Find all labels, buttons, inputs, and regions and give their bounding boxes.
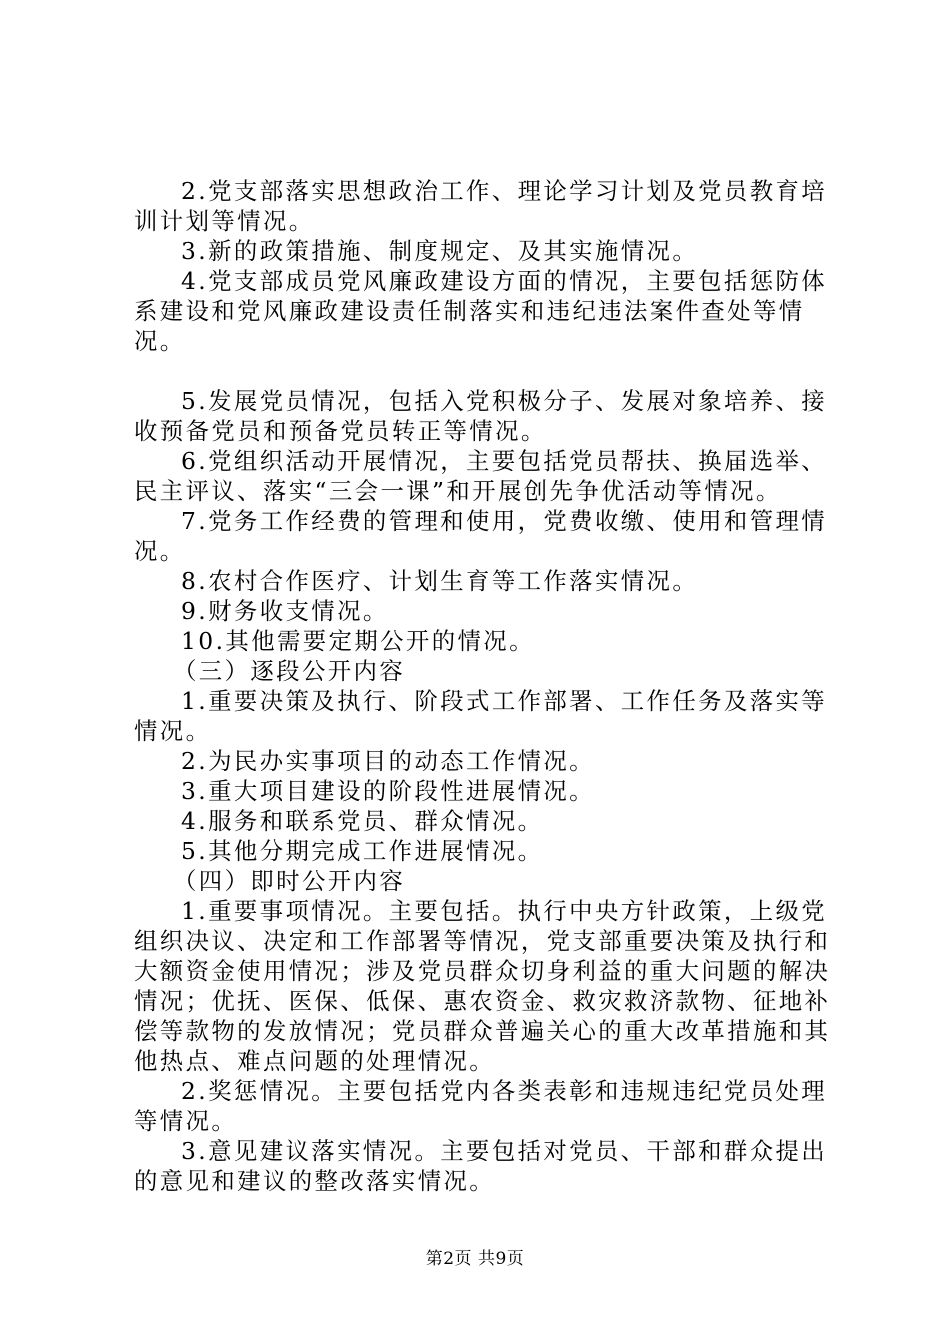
paragraph-staged-2: 2.为民办实事项目的动态工作情况。 <box>181 747 595 775</box>
paragraph-item-6: 6.党组织活动开展情况，主要包括党员帮扶、换届选举、民主评议、落实“三会一课”和开展创先争优活动等情况。 <box>134 447 828 505</box>
paragraph-item-7: 7.党务工作经费的管理和使用，党费收缴、使用和管理情况。 <box>134 507 828 565</box>
paragraph-instant-2: 2.奖惩情况。主要包括党内各类表彰和违规违纪党员处理等情况。 <box>134 1077 828 1135</box>
paragraph-item-9: 9.财务收支情况。 <box>181 597 389 625</box>
paragraph-item-4: 4.党支部成员党风廉政建设方面的情况，主要包括惩防体系建设和党风廉政建设责任制落实和违纪违法案件查处等情况。 <box>134 267 828 355</box>
paragraph-instant-1: 1.重要事项情况。主要包括。执行中央方针政策，上级党组织决议、决定和工作部署等情况，党支部重要决策及执行和大额资金使用情况；涉及党员群众切身利益的重大问题的解决情况；优抚、医保、低保、惠农资金、救灾救济款物、征地补偿等款物的发放情况；党员群众普遍关心的重大改革措施和其他热点、难点问题的处理情况。 <box>134 897 831 1075</box>
section-heading-3: （三）逐段公开内容 <box>173 657 406 685</box>
paragraph-item-3: 3.新的政策措施、制度规定、及其实施情况。 <box>181 237 699 265</box>
section-heading-4: （四）即时公开内容 <box>173 867 406 895</box>
paragraph-item-5: 5.发展党员情况，包括入党积极分子、发展对象培养、接收预备党员和预备党员转正等情况。 <box>134 387 828 445</box>
paragraph-item-2: 2.党支部落实思想政治工作、理论学习计划及党员教育培训计划等情况。 <box>134 177 828 235</box>
paragraph-staged-5: 5.其他分期完成工作进展情况。 <box>181 837 544 865</box>
paragraph-staged-4: 4.服务和联系党员、群众情况。 <box>181 807 544 835</box>
paragraph-staged-3: 3.重大项目建设的阶段性进展情况。 <box>181 777 595 805</box>
paragraph-staged-1: 1.重要决策及执行、阶段式工作部署、工作任务及落实等情况。 <box>134 687 828 745</box>
document-body <box>134 176 839 1196</box>
paragraph-item-10: 10.其他需要定期公开的情况。 <box>181 627 535 655</box>
paragraph-instant-3: 3.意见建议落实情况。主要包括对党员、干部和群众提出的意见和建议的整改落实情况。 <box>134 1137 828 1195</box>
page-number-footer: 第2页 共9页 <box>425 1249 525 1269</box>
blank-line <box>134 356 839 386</box>
paragraph-item-8: 8.农村合作医疗、计划生育等工作落实情况。 <box>181 567 699 595</box>
